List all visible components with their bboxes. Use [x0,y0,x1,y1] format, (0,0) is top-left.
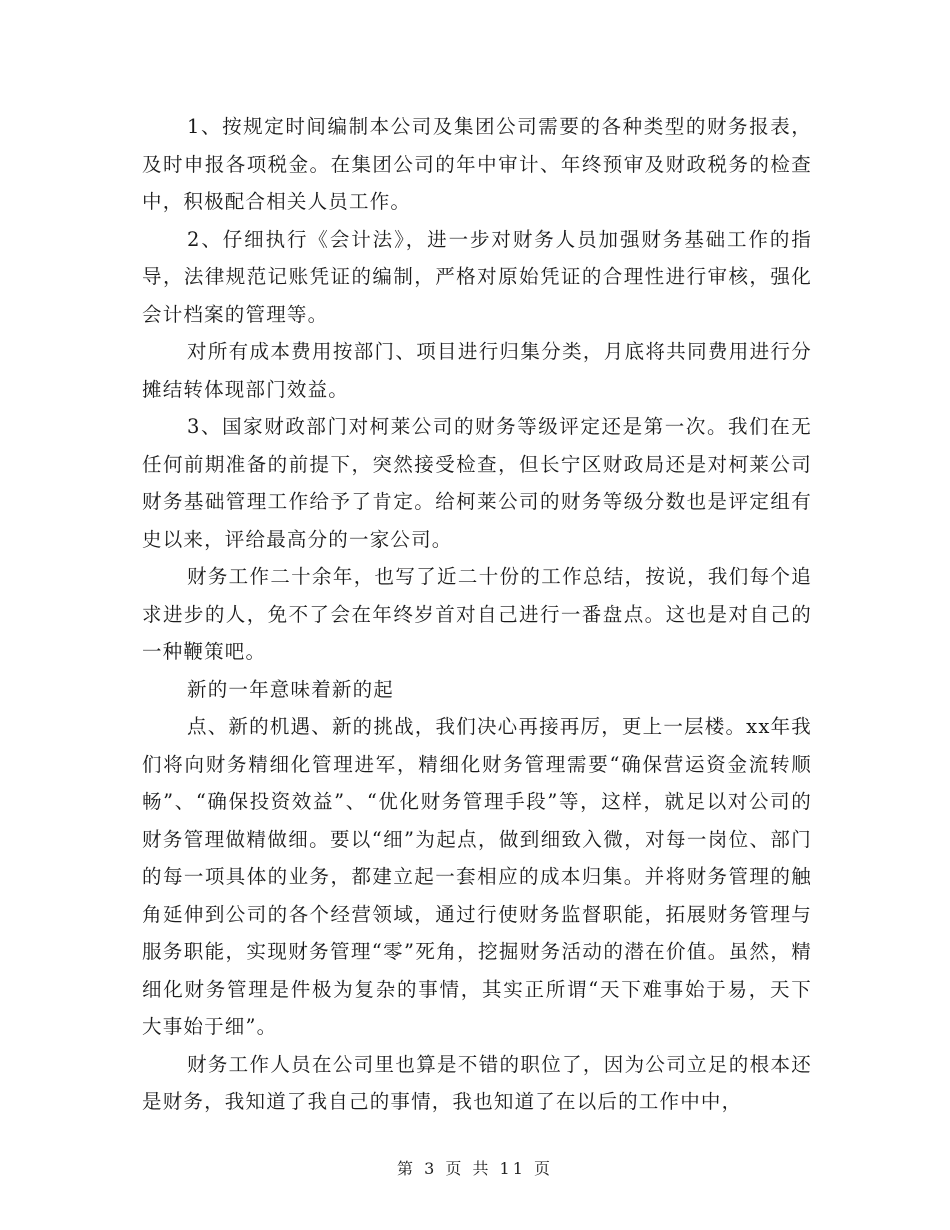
paragraph-4: 3、国家财政部门对柯莱公司的财务等级评定还是第一次。我们在无任何前期准备的前提下，突然接受检查，但长宁区财政局还是对柯莱公司财务基础管理工作给予了肯定。给柯莱公司的财务等级分数也是评定组有史以来，评给最高分的一家公司。 [142,415,812,551]
paragraph-8: 财务工作人员在公司里也算是不错的职位了，因为公司立足的根本还是财务，我知道了我自己的事情，我也知道了在以后的工作中中， [142,1052,812,1113]
paragraph-1: 1、按规定时间编制本公司及集团公司需要的各种类型的财务报表，及时申报各项税金。在集团公司的年中审计、年终预审及财政税务的检查中，积极配合相关人员工作。 [142,115,812,213]
paragraph-3: 对所有成本费用按部门、项目进行归集分类，月底将共同费用进行分摊结转体现部门效益。 [142,340,812,401]
page-number-footer: 第 3 页 共 11 页 [397,1159,553,1178]
paragraph-2: 2、仔细执行《会计法》，进一步对财务人员加强财务基础工作的指导，法律规范记账凭证的编制，严格对原始凭证的合理性进行审核，强化会计档案的管理等。 [142,227,812,326]
paragraph-5: 财务工作二十余年，也写了近二十份的工作总结，按说，我们每个追求进步的人，免不了会在年终岁首对自己进行一番盘点。这也是对自己的一种鞭策吧。 [142,565,812,663]
paragraph-6: 新的一年意味着新的起 [187,677,395,701]
paragraph-7: 点、新的机遇、新的挑战，我们决心再接再厉，更上一层楼。xx年我们将向财务精细化管理进军，精细化财务管理需要“确保营运资金流转顺畅”、“确保投资效益”、“优化财务管理手段”等，这样，就足以对公司的财务管理做精做细。要以“细”为起点，做到细致入微，对每一岗位、部门的每一项具体的业务，都建立起一套相应的成本归集。并将财务管理的触角延伸到公司的各个经营领域，通过行使财务监督职能，拓展财务管理与服务职能，实现财务管理“零”死角，挖掘财务活动的潜在价值。虽然，精细化财务管理是件极为复杂的事情，其实正所谓“天下难事始于易，天下大事始于细”。 [142,715,812,1038]
document-body [142,108,812,1121]
